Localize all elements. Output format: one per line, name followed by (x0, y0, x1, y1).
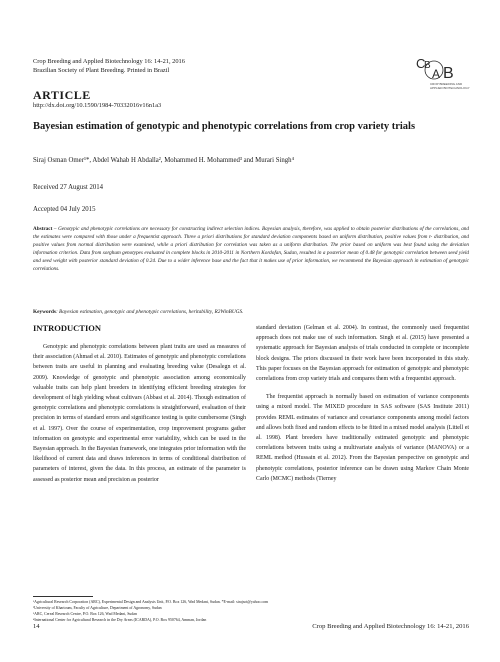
svg-text:B: B (424, 60, 430, 71)
intro-paragraph-continued: standard deviation (Gelman et al. 2004). In contrast, the commonly used frequentist approach does not make use of such information. Singh et al. (2015) have presented a systematic approach for Bayesian analysis of trials conducted in complete or incomplete block designs. The priors discussed in their work have been incorporated in this study. This paper focuses on the Bayesian approach for estimation of genotypic and phenotypic correlations from crop variety trials and compares them with a frequentist approach. (256, 325, 469, 383)
abstract (33, 225, 469, 274)
footnote-1: ¹Agricultural Research Corporation (ARC), Experimental Design and Analysis Unit, P.O. Box 126, Wad Medani, Sudan. *E-mail: sirajsot@yahoo.com (33, 600, 269, 604)
affiliation-footnotes (33, 599, 473, 623)
journal-logo (412, 56, 470, 106)
svg-text:B: B (443, 65, 453, 82)
society-line: Brazilian Society of Plant Breeding. Printed in Brazil (33, 67, 170, 74)
section-heading-introduction: INTRODUCTION (33, 323, 102, 333)
right-column (256, 323, 469, 484)
svg-text:A: A (432, 67, 440, 81)
paper-title: Bayesian estimation of genotypic and phenotypic correlations from crop variety trials (33, 121, 416, 132)
abstract-text: – Genotypic and phenotypic correlations are necessary for constructing indirect selection indices. Bayesian analysis, therefore, was applied to obtain posterior distributions of the correlations, and the estimates were compared with those under a frequentist approach. Three a priori distributions for standard deviation components based on uniform distribution, positive values from t- distribution, and positive values from normal distribution were examined, while a priori distribution for correlation was taken as a uniform distribution. The prior based on uniform was best found using the deviation information criterion. Data from sorghum genotypes evaluated in complete blocks in 2010-2011 in Northern Kordofan, Sudan, resulted in a posterior mean of 0.48 for genotypic correlation between seed yield and seed weight with posterior standard deviation of 0.24. Due to a wider inference base and the fact that it makes use of prior information, we recommend the Bayesian approach in estimation of genotypic correlations. (33, 226, 469, 273)
abstract-label: Abstract (33, 226, 53, 232)
journal-header (33, 57, 185, 75)
svg-text:C: C (416, 56, 425, 71)
accepted-date: Accepted 04 July 2015 (33, 206, 96, 213)
cbab-logo-icon (416, 56, 472, 82)
intro-paragraph-1: Genotypic and phenotypic correlations between plant traits are used as measures of their association (Ahmad et al. 2010). Estimates of genotypic and phenotypic correlations between traits are useful in planning and evaluating breeding value (Desalegn et al. 2009). Knowledge of genotypic and phenotypic association among economically valuable traits can help plant breeders in identifying efficient breeding strategies for development of high yielding wheat cultivars (Abbasi et al. 2014). Though estimation of genotypic correlations and phenotypic correlations is straightforward, evaluation of their precision in terms of standard errors and significance testing is quite cumbersome (Singh et al. 1997). Over the course of experimentation, crop improvement programs gather information on genotypic and experimental error variability, which can be used in the Bayesian approach. In the Bayesian framework, one integrates prior information with the likelihood of current data and draws inferences in terms of conditional distribution of parameters of interest, given the data. In this process, an estimate of the parameter is assessed as posterior mean and precision as posterior (33, 344, 246, 483)
left-column (33, 323, 246, 485)
footnote-2: ²University of Khartoum, Faculty of Agriculture, Department of Agronomy, Sudan (33, 606, 162, 610)
intro-paragraph-2: The frequentist approach is normally based on estimation of variance components using a mixed model. The MIXED procedure in SAS software (SAS Institute 2011) provides REML estimates of variance and covariance components among model factors and allows both fixed and random effects to be fitted in a mixed model analysis (Littell et al. 1998). Plant breeders have traditionally estimated genotypic and phenotypic correlations between traits using a multivariate analysis of variance (MANOVA) or a REML method (Hussain et al. 2012). From the Bayesian perspective on genotypic and phenotypic correlations, posterior inference can be drawn using Markov Chain Monte Carlo (MCMC) methods (Tierney (256, 394, 469, 482)
doi-link[interactable]: http://dx.doi.org/10.1590/1984-70332016v16n1a3 (33, 102, 162, 109)
footnote-4: ⁴International Center for Agricultural Research in the Dry Areas (ICARDA), P.O. Box 950764, Amman, Jordan (33, 618, 207, 622)
footnote-divider (33, 596, 93, 597)
keywords-label: Keywords (33, 309, 56, 315)
article-label: ARTICLE (33, 88, 91, 102)
keywords-text: : Bayesian estimation, genotypic and phenotypic correlations, heritability, R2WinBUGS. (55, 309, 244, 315)
keywords (33, 309, 469, 315)
footnote-3: ³ARC, Cereal Research Centre, P.O. Box 126, Wad Medani, Sudan (33, 612, 137, 616)
journal-line: Crop Breeding and Applied Biotechnology 16: 14-21, 2016 (33, 58, 185, 65)
logo-subtitle: CROP BREEDING AND APPLIED BIOTECHNOLOGY (430, 82, 470, 90)
author-list: Siraj Osman Omer¹*, Abdel Wahab H Abdalla², Mohammed H. Mohammed³ and Murari Singh⁴ (33, 157, 294, 164)
received-date: Received 27 August 2014 (33, 184, 104, 191)
footer-journal-ref: Crop Breeding and Applied Biotechnology 16: 14-21, 2016 (312, 623, 469, 630)
page-number: 14 (33, 623, 40, 630)
